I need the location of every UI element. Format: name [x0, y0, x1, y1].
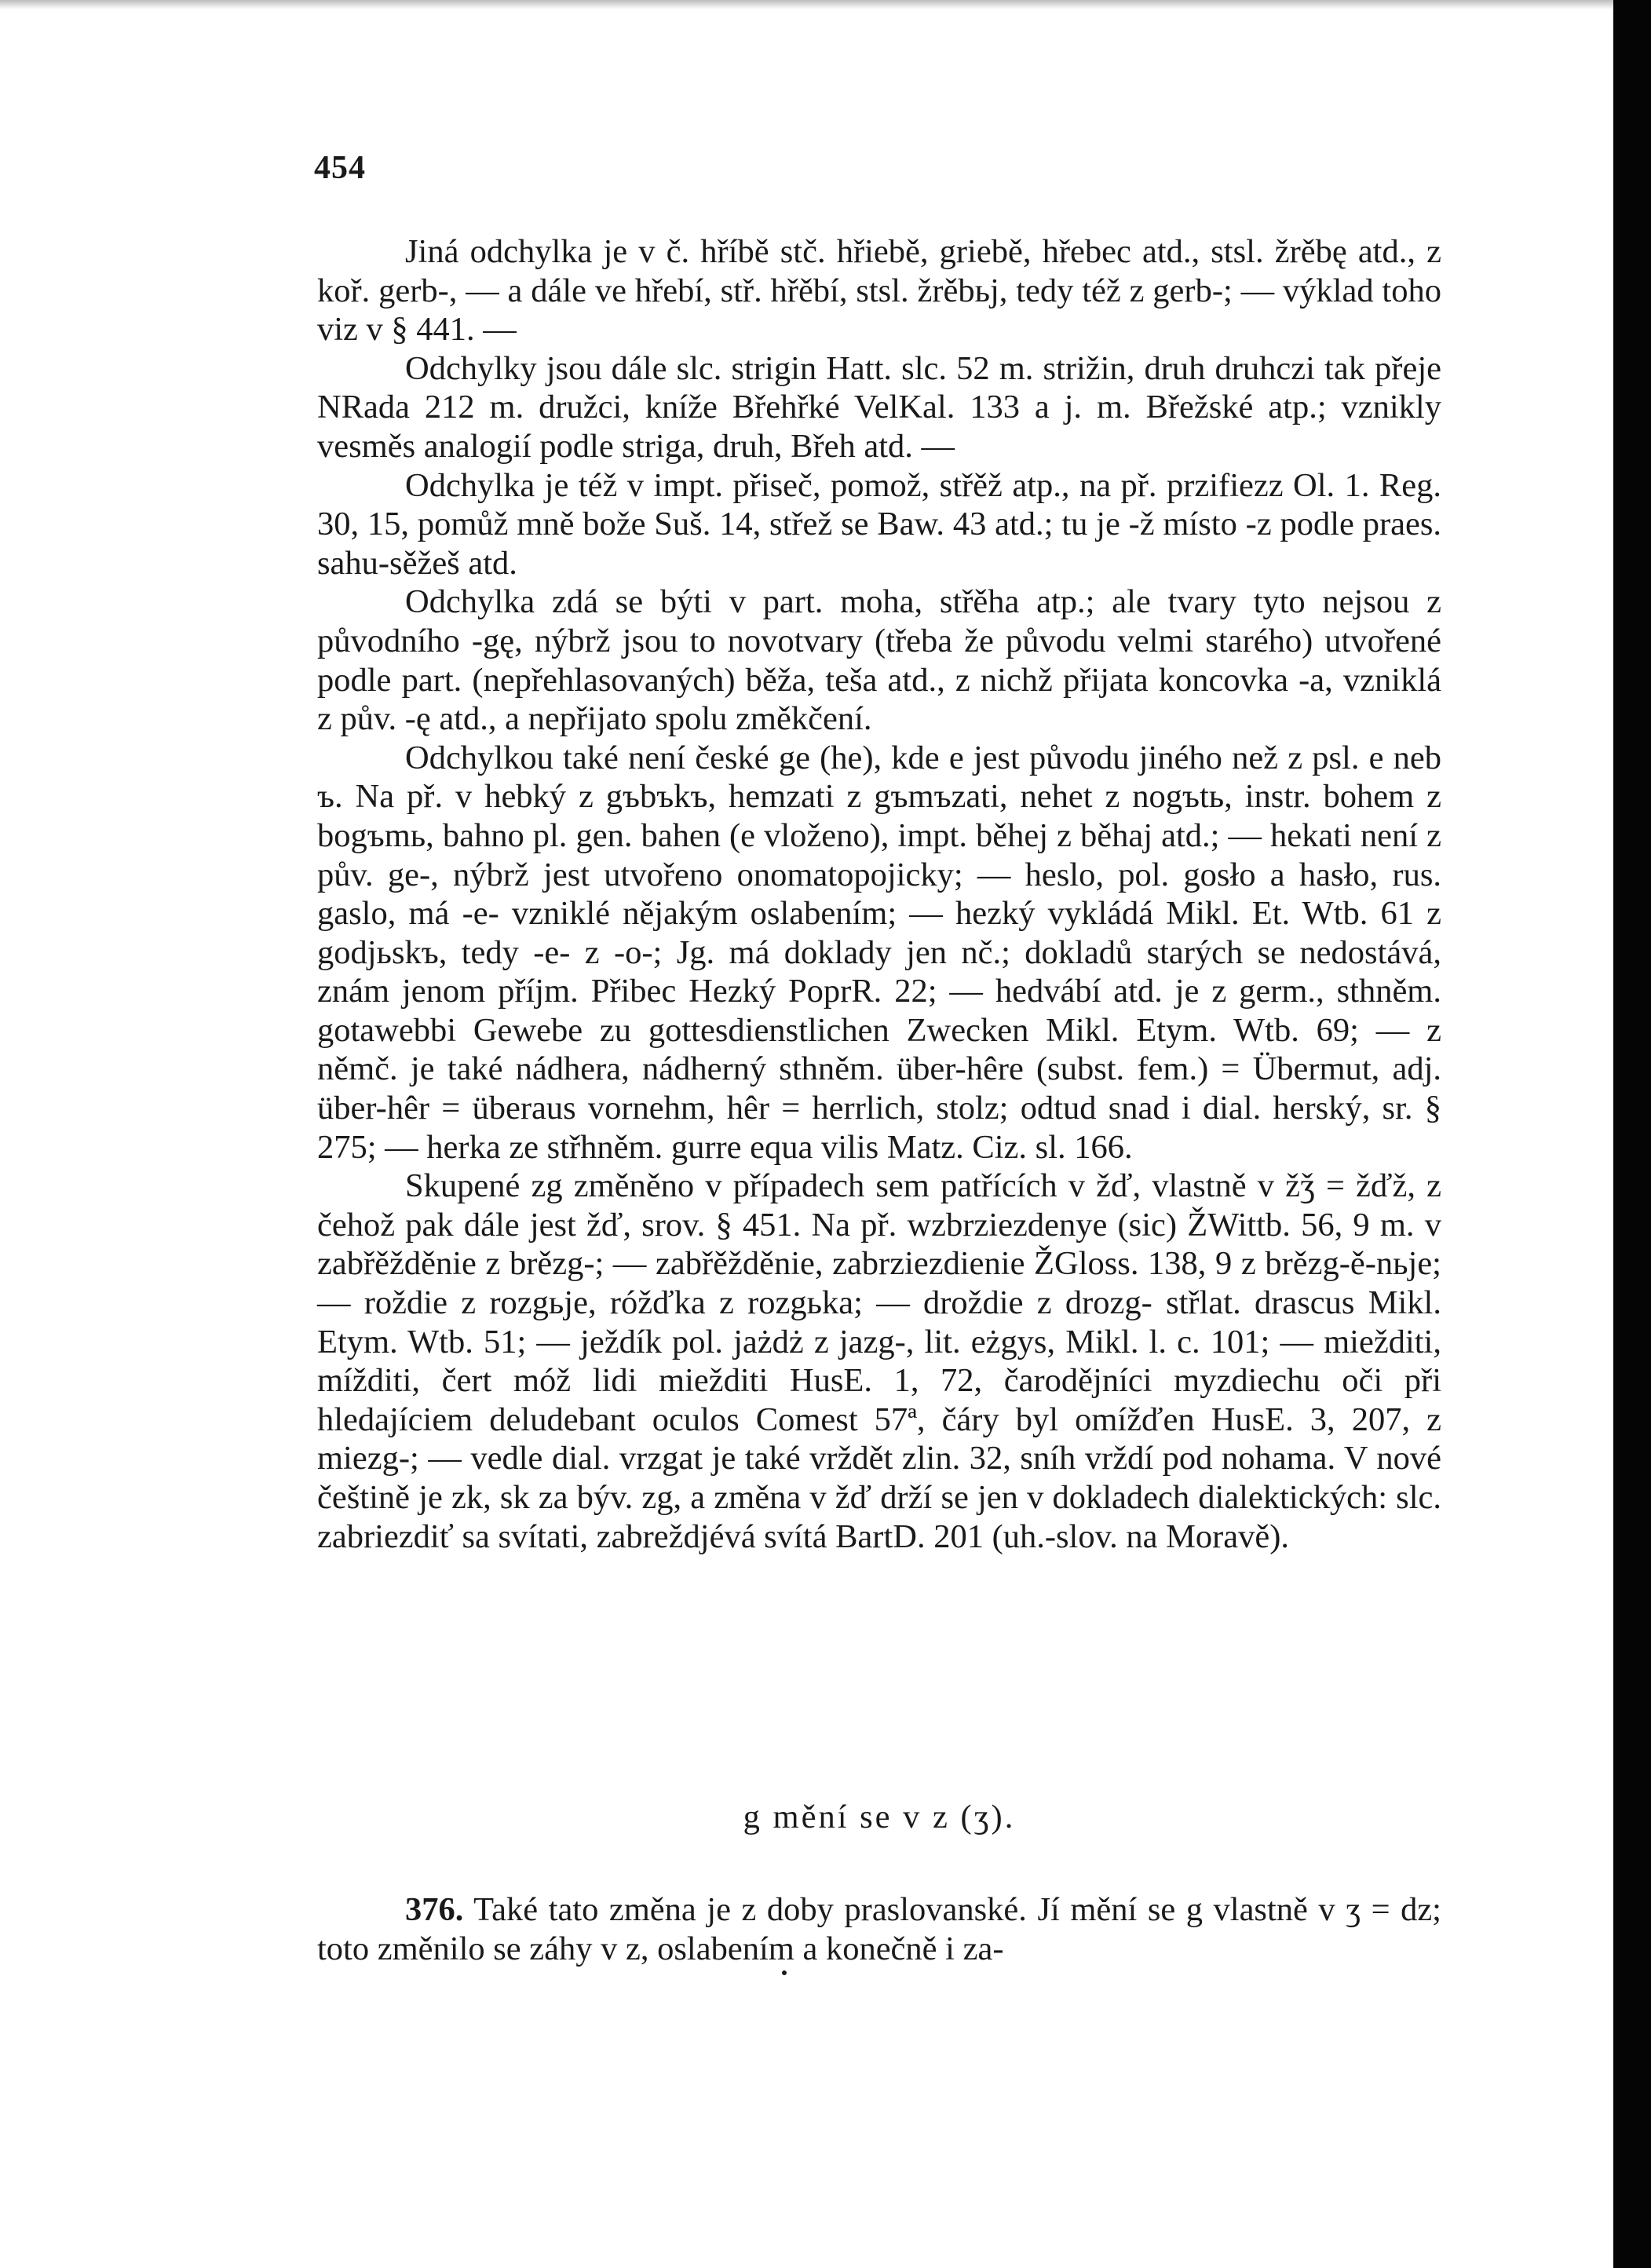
scan-edge-right [1613, 0, 1651, 2268]
final-paragraph-block [317, 1890, 1441, 1969]
paragraph-5: Odchylkou také není české ge (he), kde e jest původu jiného než z psl. e neb ъ. Na př. v hebký z gъbъkъ, hemzati z gъmъzati, nehet z nogъtь, instr. bohem z bogъmь, bahno pl. gen. bahen (e vloženo), impt. běhej z běhaj atd.; — hekati není z pův. ge-, nýbrž jest utvořeno onomatopojicky; — heslo, pol. gosło a hasło, rus. gaslo, má -e- vzniklé nějakým oslabením; — hezký vykládá Mikl. Et. Wtb. 61 z godjьskъ, tedy -e- z -o-; Jg. má doklady jen nč.; dokladů starých se nedostává, znám jenom příjm. Přibec Hezký PoprR. 22; — hedvábí atd. je z germ., sthněm. gotawebbi Gewebe zu gottesdienstlichen Zwecken Mikl. Etym. Wtb. 69; — z němč. je také nádhera, nádherný sthněm. über-hêre (subst. fem.) = Übermut, adj. über-hêr = überaus vornehm, hêr = herrlich, stolz; odtud snad i dial. herský, sr. § 275; — herka ze střhněm. gurre equa vilis Matz. Ciz. sl. 166. [317, 739, 1441, 1166]
paragraph-4: Odchylka zdá se býti v part. moha, střěha atp.; ale tvary tyto nejsou z původního -gę, nýbrž jsou to novotvary (třeba že původu velmi starého) utvořené podle part. (nepřehlasovaných) běža, teša atd., z nichž přijata koncovka -a, vzniklá z pův. -ę atd., a nepřijato spolu změkčení. [317, 583, 1441, 738]
paragraph-3: Odchylka je též v impt. přiseč, pomož, střěž atp., na př. przifiezz Ol. 1. Reg. 30, 15, pomůž mně bože Suš. 14, střež se Baw. 43 atd.; tu je -ž místo -z podle praes. sahu-sěžeš atd. [317, 466, 1441, 582]
section-heading: g mění se v z (ʒ). [743, 1799, 1016, 1835]
final-paragraph [317, 1890, 1441, 1969]
page-number: 454 [314, 150, 366, 186]
paragraph-6: Skupené zg změněno v případech sem patřících v žď, vlastně v žǯ = žďž, z čehož pak dále jest žď, srov. § 451. Na př. wzbrziezdenye (sic) ŽWittb. 56, 9 m. v zabřěžděnie z brězg-; — zabřěžděnie, zabrziezdienie ŽGloss. 138, 9 z brězg-ě-nьje; — roždie z rozgьje, róžďka z rozgьka; — droždie z drozg- střlat. drascus Mikl. Etym. Wtb. 51; — ježdík pol. jażdż z jazg-, lit. eżgys, Mikl. l. c. 101; — miežditi, mížditi, čert móž lidi miežditi HusE. 1, 72, čarodějníci myzdiechu oči při hledajíciem deludebant oculos Comest 57ª, čáry byl omížďen HusE. 3, 207, z miezg-; — vedle dial. vrzgat je také vrždět zlin. 32, sníh vrždí pod nohama. V nové češtině je zk, sk za býv. zg, a změna v žď drží se jen v dokladech dialektických: slc. zabriezdiť sa svítati, zabreždjévá svítá BartD. 201 (uh.-slov. na Moravě). [317, 1167, 1441, 1555]
paragraph-1: Jiná odchylka je v č. hříbě stč. hřiebě, griebě, hřebec atd., stsl. žrěbę atd., z koř. gerb-, — a dále ve hřebí, stř. hřěbí, stsl. žrěbьj, tedy též z gerb-; — výklad toho viz v § 441. — [317, 233, 1441, 349]
paragraph-number: 376. [405, 1891, 464, 1928]
paragraph-2: Odchylky jsou dále slc. strigin Hatt. slc. 52 m. strižin, druh druhczi tak přeje NRada 212 m. družci, kníže Břehřké VelKal. 133 a j. m. Břežské atp.; vznikly vesměs analogií podle striga, druh, Břeh atd. — [317, 349, 1441, 465]
body-text [317, 232, 1441, 1556]
scan-edge-top [0, 0, 1613, 9]
final-paragraph-text: Také tato změna je z doby praslovanské. Jí mění se g vlastně v ʒ = dz; toto změnilo se záhy v z, oslabením a konečně i za- [317, 1891, 1441, 1967]
print-dot [782, 1970, 787, 1975]
